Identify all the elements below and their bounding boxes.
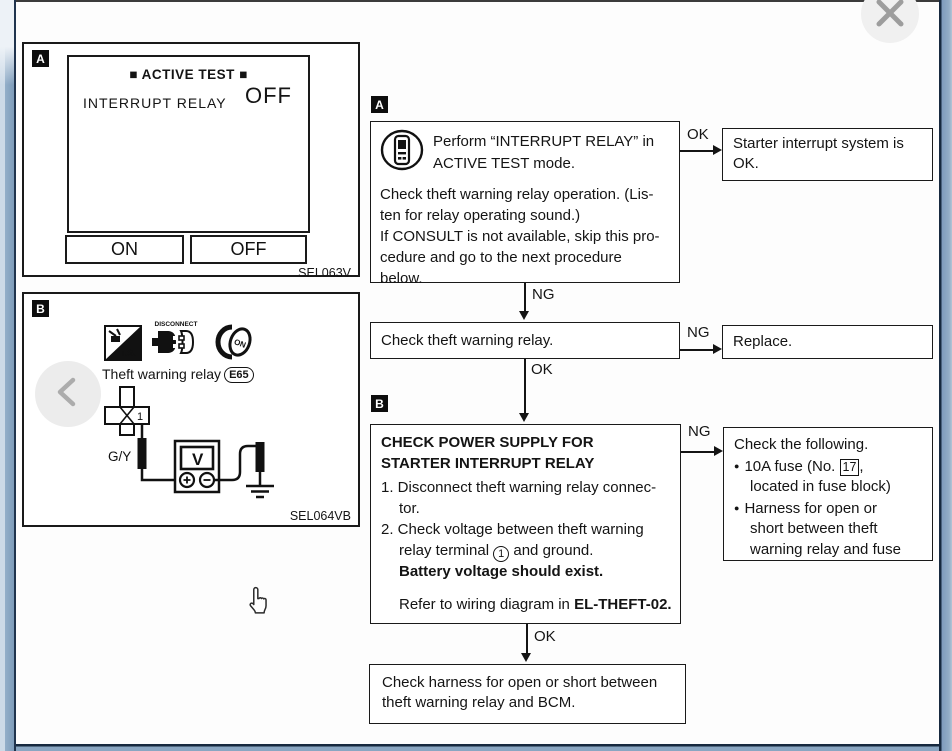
flow-box3-refer-text: Refer to wiring diagram in bbox=[399, 596, 575, 613]
flow-connector-line bbox=[524, 359, 526, 414]
screen-off-button: OFF bbox=[190, 235, 307, 264]
ts-icon-label: T.S. bbox=[120, 348, 137, 359]
chevron-left-icon bbox=[53, 374, 83, 415]
flow-box-check-relay bbox=[370, 322, 680, 359]
flow-box3-title: STARTER INTERRUPT RELAY bbox=[381, 455, 595, 472]
flow-result-check-following bbox=[723, 427, 933, 561]
screen-item-state: OFF bbox=[245, 83, 292, 108]
close-button[interactable] bbox=[861, 0, 919, 43]
flow-arrowhead bbox=[714, 446, 723, 456]
window-top-border bbox=[0, 0, 952, 2]
terminal-1-reference: 1 bbox=[493, 546, 509, 562]
flow-connector-line bbox=[680, 150, 715, 152]
flow-ng-label: NG bbox=[687, 324, 710, 341]
flow-box1-line: ten for relay operating sound.) bbox=[380, 207, 581, 224]
consult-device-icon bbox=[380, 129, 424, 176]
flow-box-check-power-supply bbox=[370, 424, 681, 624]
flow-box3-emphasis: Battery voltage should exist. bbox=[399, 563, 604, 580]
ts-tool-icon bbox=[104, 325, 142, 366]
figure-ref-sel064vb: SEL064VB bbox=[289, 509, 351, 523]
flow-result3-line-part: 10A fuse (No. bbox=[744, 458, 840, 475]
flow-box3-line: 1. Disconnect theft warning relay connec- bbox=[381, 479, 657, 496]
flow-box4-line: Check harness for open or short between bbox=[382, 674, 658, 691]
flow-box1-line: cedure and go to the next procedure bbox=[380, 249, 622, 266]
relay-caption bbox=[102, 364, 254, 384]
flow-result3-line-part: Harness for open or bbox=[744, 500, 878, 517]
flow-ng-label: NG bbox=[532, 286, 555, 303]
panel-b-label: B bbox=[32, 300, 49, 317]
flow-box3-line bbox=[399, 541, 593, 562]
flow-box3-line-part: relay terminal bbox=[399, 542, 494, 559]
flow-box-check-harness bbox=[369, 664, 686, 724]
flow-box2-text: Check theft warning relay. bbox=[381, 331, 554, 349]
window-left-border-highlight bbox=[0, 0, 14, 85]
flow-box-consult-test bbox=[370, 121, 680, 287]
flow-result1-line: OK. bbox=[733, 155, 759, 172]
fuse-number-reference: 17 bbox=[840, 459, 860, 476]
flow-result3-line: Check the following. bbox=[734, 436, 869, 453]
flow-box1-line: Check theft warning relay operation. (Lis- bbox=[380, 186, 654, 203]
connector-code-e65: E65 bbox=[224, 367, 254, 383]
wiring-diagram-reference: EL-THEFT-02. bbox=[574, 596, 672, 613]
voltmeter-v-label: V bbox=[192, 450, 204, 469]
flow-arrowhead bbox=[519, 413, 529, 422]
flow-result-replace bbox=[722, 325, 933, 359]
flow-box3-line: tor. bbox=[399, 500, 420, 517]
flow-box3-line-part: and ground. bbox=[509, 542, 594, 559]
disconnect-icon-label: DISCONNECT bbox=[154, 321, 198, 328]
consult-screen bbox=[67, 55, 310, 233]
flow-result2-text: Replace. bbox=[733, 333, 793, 350]
close-icon bbox=[871, 0, 909, 37]
flow-result3-bullet-line bbox=[734, 498, 877, 519]
key-on-icon-label: ON bbox=[232, 337, 248, 350]
window-bottom-border bbox=[16, 744, 939, 751]
flow-arrowhead bbox=[713, 145, 722, 155]
flow-connector-line bbox=[526, 624, 528, 654]
flow-connector-line bbox=[680, 349, 715, 351]
flow-result3-line: warning relay and fuse bbox=[750, 541, 901, 558]
wire-color-label: G/Y bbox=[108, 449, 132, 464]
active-test-header: ■ ACTIVE TEST ■ bbox=[129, 67, 248, 82]
relay-caption-text: Theft warning relay bbox=[102, 366, 222, 382]
flow-box3-refer-line bbox=[399, 595, 672, 615]
flow-result-system-ok bbox=[722, 128, 933, 181]
flow-arrowhead bbox=[713, 344, 722, 354]
bullet-icon: ● bbox=[734, 461, 740, 471]
figure-ref-sel063v: SEL063V bbox=[298, 266, 351, 280]
flow-result3-line-part: , bbox=[859, 458, 864, 475]
flow-step-b-label: B bbox=[371, 395, 388, 412]
bullet-icon: ● bbox=[734, 503, 740, 513]
screen-item-label: INTERRUPT RELAY bbox=[83, 95, 227, 111]
hand-cursor bbox=[246, 586, 272, 623]
flow-connector-line bbox=[681, 451, 716, 453]
flow-box1-line: If CONSULT is not available, skip this pro- bbox=[380, 228, 660, 245]
flow-box4-line: theft warning relay and BCM. bbox=[382, 694, 576, 711]
flow-result3-line: located in fuse block) bbox=[750, 478, 891, 495]
previous-page-button[interactable] bbox=[35, 361, 101, 427]
panel-a-label: A bbox=[32, 50, 49, 67]
flow-result3-line: short between theft bbox=[750, 520, 878, 537]
flow-box1-line: Perform “INTERRUPT RELAY” in bbox=[433, 133, 655, 150]
screen-on-button: ON bbox=[65, 235, 184, 264]
terminal-1-label: 1 bbox=[137, 411, 144, 423]
voltmeter-test-diagram bbox=[84, 384, 334, 521]
flow-ok-label: OK bbox=[687, 126, 709, 143]
flow-ok-label: OK bbox=[534, 628, 556, 645]
window-left-border bbox=[0, 0, 16, 751]
flow-ok-label: OK bbox=[531, 361, 553, 378]
flow-result1-line: Starter interrupt system is bbox=[733, 135, 904, 152]
flow-step-a-label: A bbox=[371, 96, 388, 113]
flow-arrowhead bbox=[519, 311, 529, 320]
flow-box1-line: below. bbox=[380, 270, 423, 287]
disconnect-connector-icon bbox=[148, 318, 204, 367]
flow-box3-title: CHECK POWER SUPPLY FOR bbox=[381, 434, 594, 451]
flow-ng-label: NG bbox=[688, 423, 711, 440]
flow-box3-line: 2. Check voltage between theft warning bbox=[381, 521, 644, 538]
flow-connector-line bbox=[524, 283, 526, 312]
ignition-key-on-icon bbox=[210, 322, 256, 367]
panel-a-illustration bbox=[22, 42, 360, 280]
flow-result3-bullet-line bbox=[734, 456, 864, 477]
window-right-border bbox=[939, 0, 952, 751]
flow-arrowhead bbox=[521, 653, 531, 662]
flow-box1-line: ACTIVE TEST mode. bbox=[433, 155, 575, 172]
